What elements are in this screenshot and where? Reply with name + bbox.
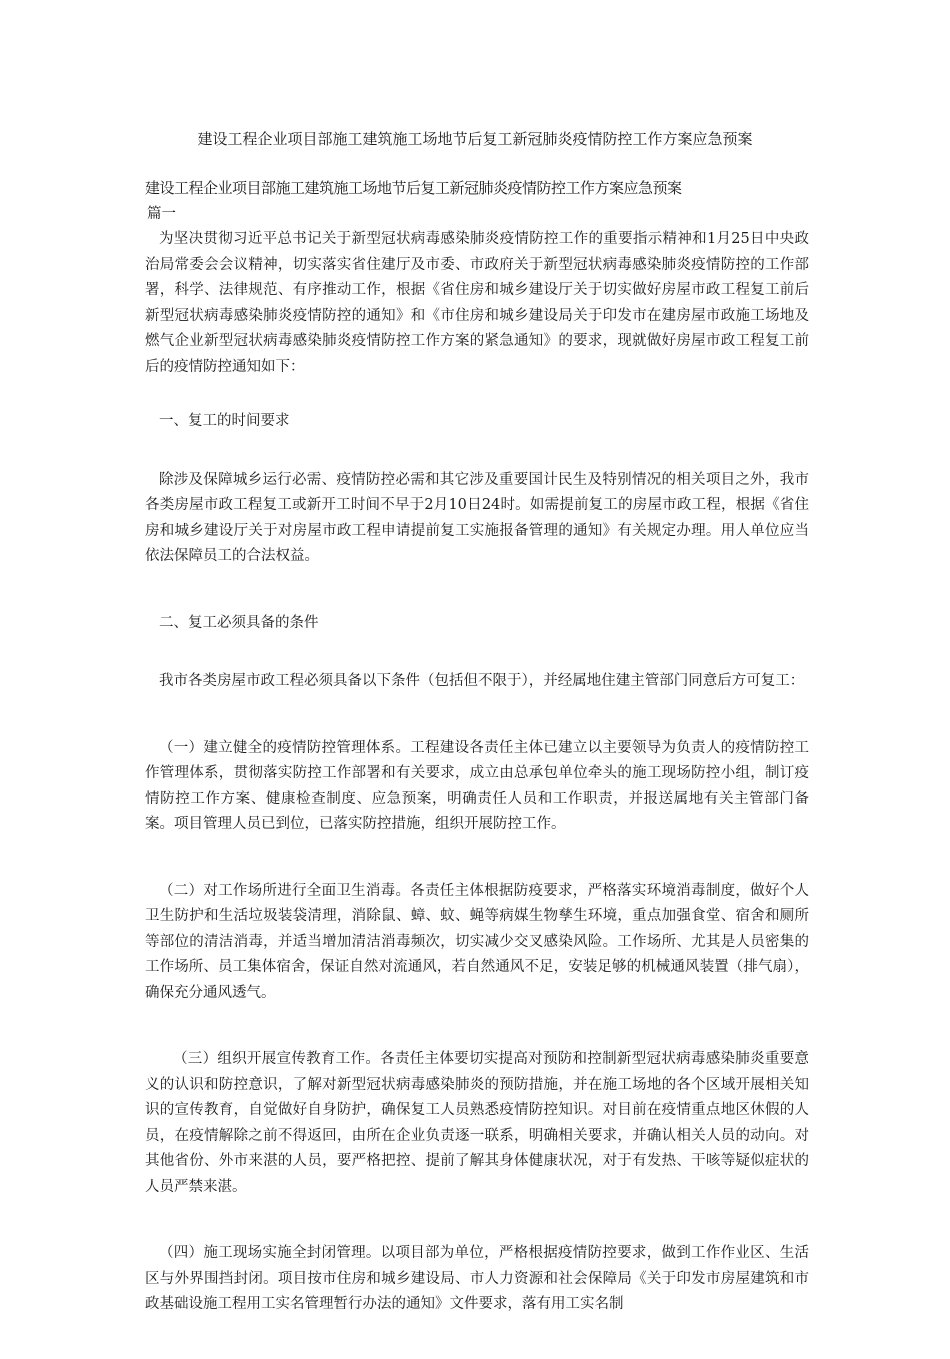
document-subtitle: 建设工程企业项目部施工建筑施工场地节后复工新冠肺炎疫情防控工作方案应急预案 <box>145 179 682 197</box>
document-body <box>145 176 809 1359</box>
item-management-system: （一）建立健全的疫情防控管理体系。工程建设各责任主体已建立以主要领导为负责人的疫情防控工作管理体系，贯彻落实防控工作部署和有关要求，成立由总承包单位牵头的施工现场防控小组，制订疫情防控工作方案、健康检查制度、应急预案，明确责任人员和工作职责，并报送属地有关主管部门备案。项目管理人员已到位，已落实防控措施，组织开展防控工作。 <box>145 739 809 832</box>
paragraph-time-requirements: 除涉及保障城乡运行必需、疫情防控必需和其它涉及重要国计民生及特别情况的相关项目之外，我市各类房屋市政工程复工或新开工时间不早于2月10日24时。如需提前复工的房屋市政工程，根据《省住房和城乡建设厅关于对房屋市政工程申请提前复工实施报备管理的通知》有关规定办理。用人单位应当依法保障员工的合法权益。 <box>145 471 809 564</box>
document-title: 建设工程企业项目部施工建筑施工场地节后复工新冠肺炎疫情防控工作方案应急预案 <box>197 130 753 148</box>
item-closed-management: （四）施工现场实施全封闭管理。以项目部为单位，严格根据疫情防控要求，做到工作作业区、生活区与外界围挡封闭。项目按市住房和城乡建设局、市人力资源和社会保障局《关于印发市房屋建筑和市政基础设施工程用工实名管理暂行办法的通知》文件要求，落有用工实名制 <box>145 1245 809 1312</box>
item-disinfection: （二）对工作场所进行全面卫生消毒。各责任主体根据防疫要求，严格落实环境消毒制度，做好个人卫生防护和生活垃圾装袋清理，消除鼠、蟑、蚊、蝇等病媒生物孳生环境，重点加强食堂、宿舍和厕所等部位的清洁消毒，并适当增加清洁消毒频次，切实减少交叉感染风险。工作场所、尤其是人员密集的工作场所、员工集体宿舍，保证自然对流通风，若自然通风不足，安装足够的机械通风装置（排气扇），确保充分通风透气。 <box>145 882 809 1001</box>
item-education: （三）组织开展宣传教育工作。各责任主体要切实提高对预防和控制新型冠状病毒感染肺炎重要意义的认识和防控意识，了解对新型冠状病毒感染肺炎的预防措施，并在施工场地的各个区域开展相关知识的宣传教育，自觉做好自身防护，确保复工人员熟悉疫情防控知识。对目前在疫情重点地区休假的人员，在疫情解除之前不得返回，由所在企业负责逐一联系，明确相关要求，并确认相关人员的动向。对其他省份、外市来湛的人员，要严格把控、提前了解其身体健康状况，对于有发热、干咳等疑似症状的人员严禁来湛。 <box>145 1051 809 1195</box>
heading-conditions: 二、复工必须具备的条件 <box>159 614 319 631</box>
intro-paragraph: 为坚决贯彻习近平总书记关于新型冠状病毒感染肺炎疫情防控工作的重要指示精神和1月25日中央政治局常委会会议精神，切实落实省住建厅及市委、市政府关于新型冠状病毒感染肺炎疫情防控的工作部署，科学、法律规范、有序推动工作，根据《省住房和城乡建设厅关于切实做好房屋市政工程复工前后新型冠状病毒感染肺炎疫情防控的通知》和《市住房和城乡建设局关于印发市在建房屋市政施工场地及燃气企业新型冠状病毒感染肺炎疫情防控工作方案的紧急通知》的要求，现就做好房屋市政工程复工前后的疫情防控通知如下： <box>145 231 809 375</box>
section-label: 篇一 <box>147 205 176 222</box>
heading-time-requirements: 一、复工的时间要求 <box>159 413 290 429</box>
paragraph-conditions: 我市各类房屋市政工程必须具备以下条件（包括但不限于），并经属地住建主管部门同意后方可复工： <box>159 673 805 689</box>
